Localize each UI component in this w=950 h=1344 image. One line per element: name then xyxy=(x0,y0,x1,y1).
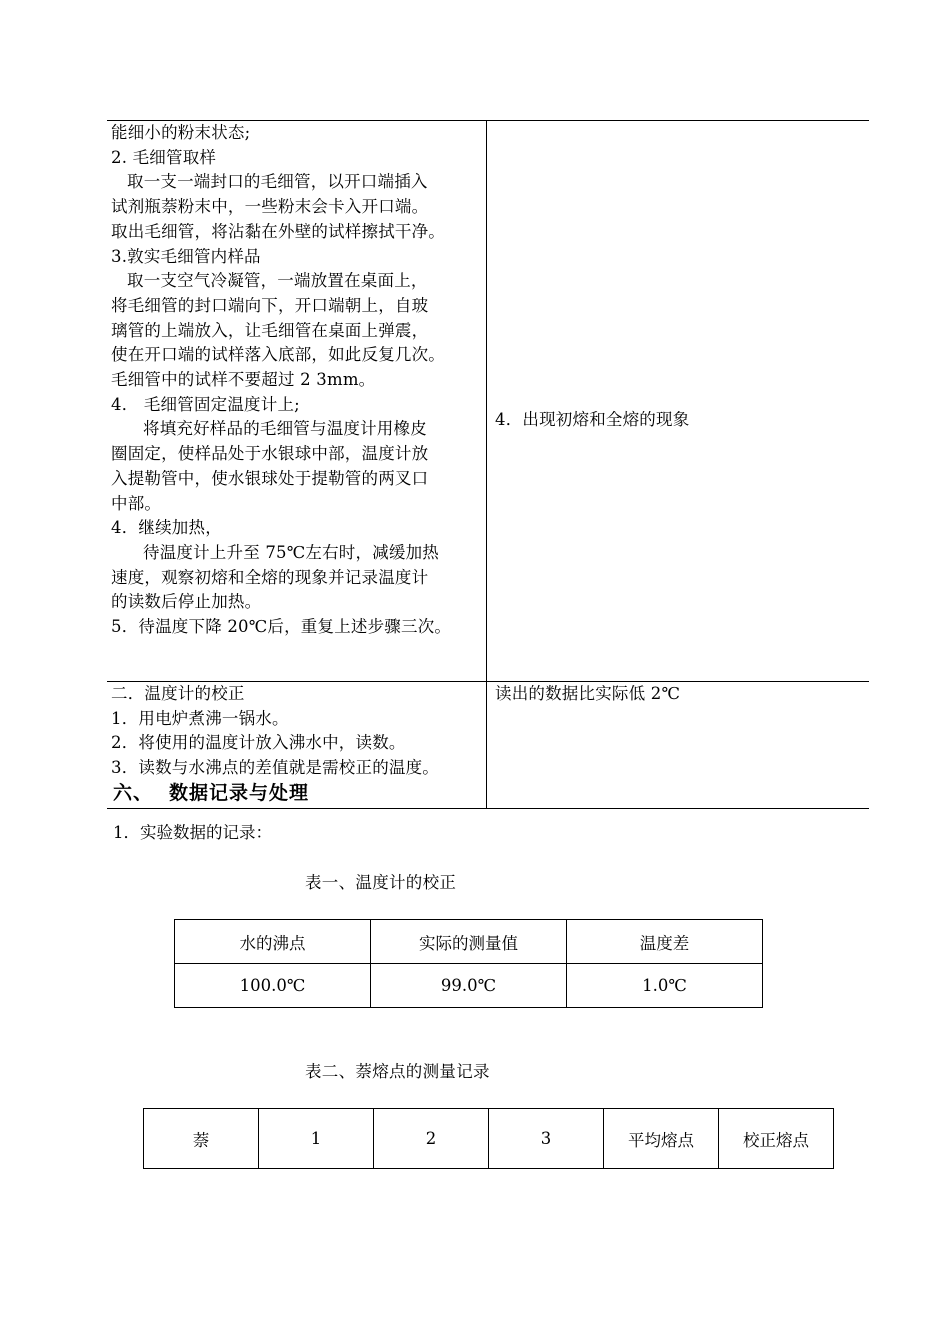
step-line: 4． 毛细管固定温度计上; xyxy=(111,394,300,414)
step-line: 二．温度计的校正 xyxy=(111,684,245,703)
step-line: 入提勒管中，使水银球处于提勒管的两叉口 xyxy=(111,468,429,488)
table-header-cell: 实际的测量值 xyxy=(371,920,567,964)
step-line: 1．用电炉煮沸一锅水。 xyxy=(111,708,289,728)
step-line: 能细小的粉末状态; xyxy=(111,123,251,142)
procedure-row xyxy=(107,121,869,682)
table-cell: 99.0℃ xyxy=(371,964,567,1008)
section-number: 六、 xyxy=(113,782,154,804)
table-header-cell: 3 xyxy=(489,1109,604,1169)
step-line: 5．待温度下降 20℃后，重复上述步骤三次。 xyxy=(111,617,452,637)
table-cell: 1.0℃ xyxy=(567,964,763,1008)
table-header-cell: 萘 xyxy=(144,1109,259,1169)
observation-cell: 4．出现初熔和全熔的现象 xyxy=(487,121,870,682)
step-line: 的读数后停止加热。 xyxy=(111,592,262,612)
table-header-cell: 水的沸点 xyxy=(175,920,371,964)
step-line: 3．读数与水沸点的差值就是需校正的温度。 xyxy=(111,758,439,778)
step-line: 3.敦实毛细管内样品 xyxy=(111,246,261,266)
step-line: 取一支一端封口的毛细管，以开口端插入 xyxy=(127,172,428,192)
table1-caption: 表一、温度计的校正 xyxy=(305,873,457,892)
step-line: 试剂瓶萘粉末中，一些粉末会卡入开口端。 xyxy=(111,197,429,217)
step-line: 4．继续加热， xyxy=(111,518,222,538)
table-header-cell: 温度差 xyxy=(567,920,763,964)
thermometer-calibration-table xyxy=(174,919,763,1008)
table-header-cell: 平均熔点 xyxy=(604,1109,719,1169)
table-cell: 100.0℃ xyxy=(175,964,371,1008)
section-heading xyxy=(113,778,309,805)
step-line: 圈固定，使样品处于水银球中部，温度计放 xyxy=(111,444,429,464)
step-line: 使在开口端的试样落入底部，如此反复几次。 xyxy=(111,345,445,365)
table-row xyxy=(175,964,763,1008)
observation-cell: 读出的数据比实际低 2℃ xyxy=(487,682,870,809)
step-line: 将毛细管的封口端向下，开口端朝上，自玻 xyxy=(111,295,429,315)
procedure-steps-cell xyxy=(107,121,487,682)
step-line: 毛细管中的试样不要超过 2 3mm。 xyxy=(111,370,376,390)
section-title: 数据记录与处理 xyxy=(169,782,310,804)
step-line: 待温度计上升至 75℃左右时，减缓加热 xyxy=(143,542,439,562)
table-header-row xyxy=(144,1109,834,1169)
step-line: 中部。 xyxy=(111,493,162,513)
table-header-row xyxy=(175,920,763,964)
step-line: 取出毛细管，将沾黏在外壁的试样擦拭干净。 xyxy=(111,221,445,241)
step-line: 将填充好样品的毛细管与温度计用橡皮 xyxy=(143,419,427,439)
table-header-cell: 2 xyxy=(374,1109,489,1169)
table-header-cell: 1 xyxy=(259,1109,374,1169)
procedure-table xyxy=(107,120,869,809)
table-header-cell: 校正熔点 xyxy=(719,1109,834,1169)
step-line: 璃管的上端放入，让毛细管在桌面上弹震， xyxy=(111,320,429,340)
subsection-heading: 1．实验数据的记录： xyxy=(113,823,272,842)
melting-point-table xyxy=(143,1108,834,1169)
step-line: 速度，观察初熔和全熔的现象并记录温度计 xyxy=(111,567,429,587)
step-line: 2. 毛细管取样 xyxy=(111,147,217,167)
table2-caption: 表二、萘熔点的测量记录 xyxy=(305,1062,490,1081)
step-line: 2．将使用的温度计放入沸水中，读数。 xyxy=(111,733,406,753)
step-line: 取一支空气冷凝管，一端放置在桌面上， xyxy=(127,271,428,291)
